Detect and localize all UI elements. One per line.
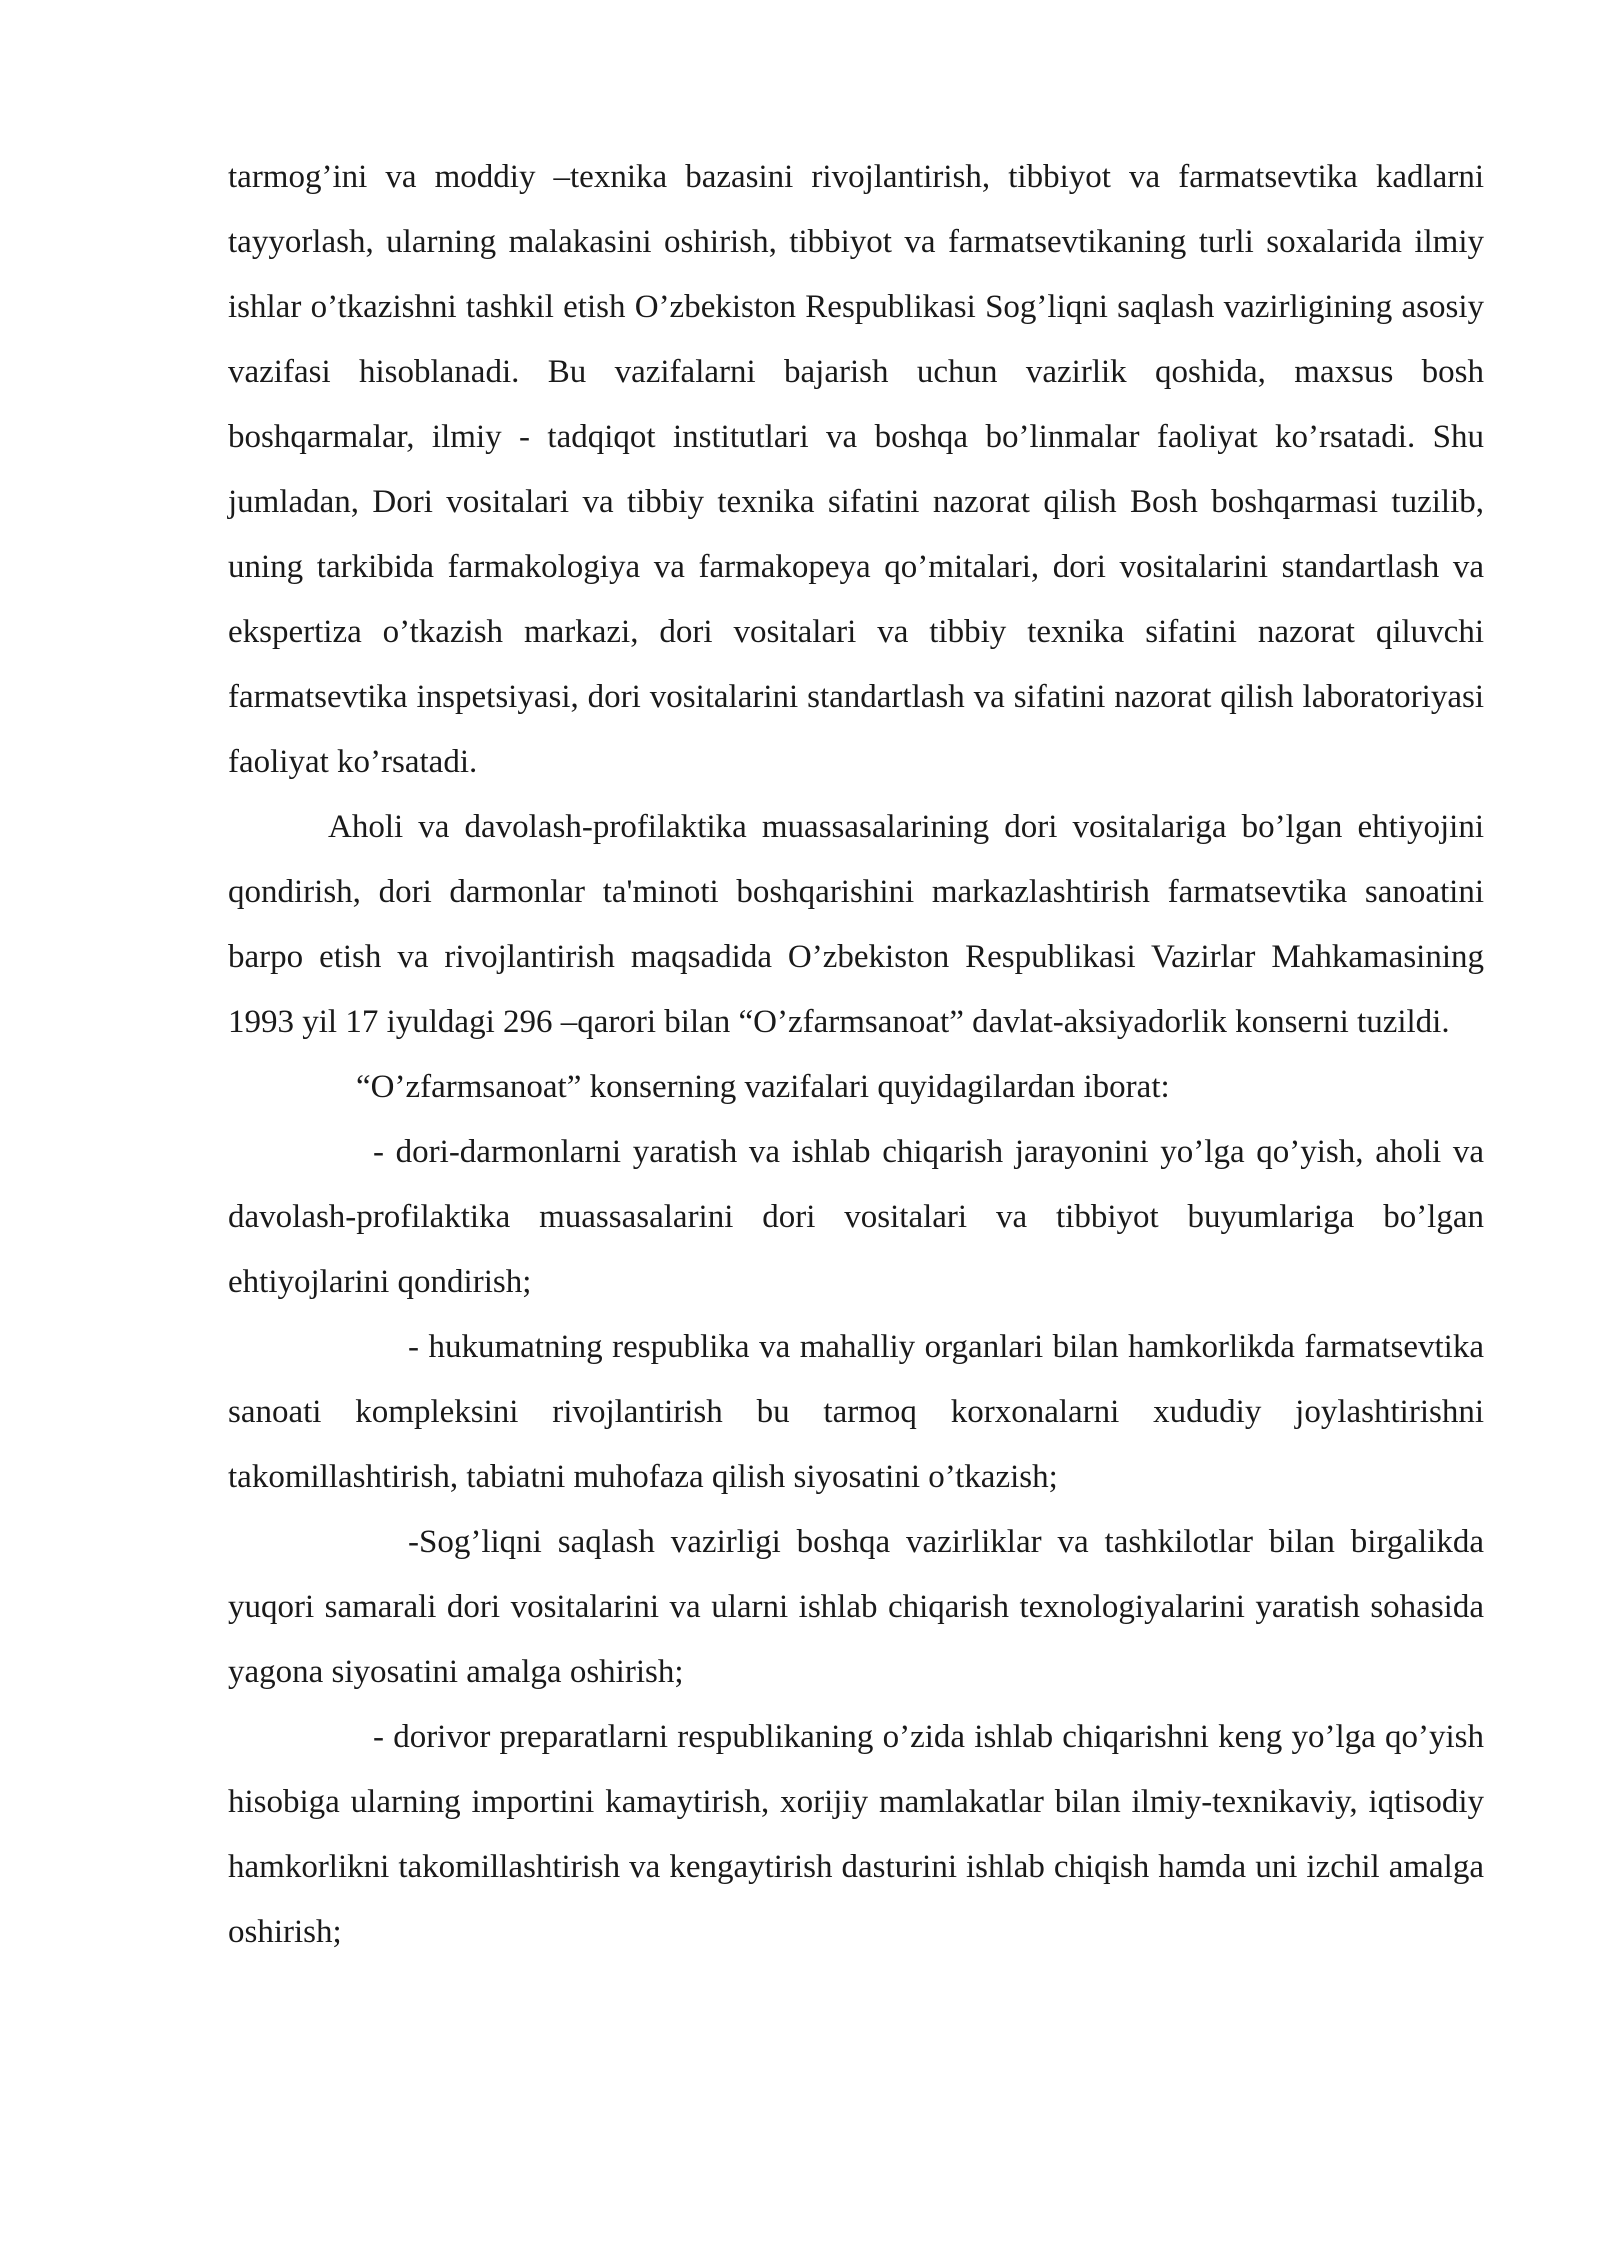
paragraph-konsern-founding: Aholi va davolash-profilaktika muassasalarining dori vositalariga bo’lgan ehtiyojini qondirish, dori darmonlar ta'minoti boshqarishini markazlashtirish farmatsevtika sanoatini barpo etish va rivojlantirish maqsadida O’zbekiston Respublikasi Vazirlar Mahkamasining 1993 yil 17 iyuldagi 296 –qarori bilan “O’zfarmsanoat” davlat-aksiyadorlik konserni tuzildi. <box>228 809 1484 1040</box>
list-item-task-1: - dori-darmonlarni yaratish va ishlab chiqarish jarayonini yo’lga qo’yish, aholi va davolash-profilaktika muassasalarini dori vositalari va tibbiyot buyumlariga bo’lgan ehtiyojlarini qondirish; <box>228 1134 1484 1300</box>
list-item-task-4: - dorivor preparatlarni respublikaning o’zida ishlab chiqarishni keng yo’lga qo’yish hisobiga ularning importini kamaytirish, xorijiy mamlakatlar bilan ilmiy-texnikaviy, iqtisodiy hamkorlikni takomillashtirish va kengaytirish dasturini ishlab chiqish hamda uni izchil amalga oshirish; <box>228 1719 1484 1950</box>
paragraph-tasks-heading: “O’zfarmsanoat” konserning vazifalari quyidagilardan iborat: <box>356 1069 1170 1105</box>
list-item-task-3: -Sog’liqni saqlash vazirligi boshqa vazirliklar va tashkilotlar bilan birgalikda yuqori samarali dori vositalarini va ularni ishlab chiqarish texnologiyalarini yaratish sohasida yagona siyosatini amalga oshirish; <box>228 1524 1484 1690</box>
document-page <box>228 145 1484 1965</box>
paragraph-intro: tarmog’ini va moddiy –texnika bazasini rivojlantirish, tibbiyot va farmatsevtika kadlarni tayyorlash, ularning malakasini oshirish, tibbiyot va farmatsevtikaning turli soxalarida ilmiy ishlar o’tkazishni tashkil etish O’zbekiston Respublikasi Sog’liqni saqlash vazirligining asosiy vazifasi hisoblanadi. Bu vazifalarni bajarish uchun vazirlik qoshida, maxsus bosh boshqarmalar, ilmiy - tadqiqot institutlari va boshqa bo’linmalar faoliyat ko’rsatadi. Shu jumladan, Dori vositalari va tibbiy texnika sifatini nazorat qilish Bosh boshqarmasi tuzilib, uning tarkibida farmakologiya va farmakopeya qo’mitalari, dori vositalarini standartlash va ekspertiza o’tkazish markazi, dori vositalari va tibbiy texnika sifatini nazorat qiluvchi farmatsevtika inspetsiyasi, dori vositalarini standartlash va sifatini nazorat qilish laboratoriyasi faoliyat ko’rsatadi. <box>228 159 1484 780</box>
list-item-task-2: - hukumatning respublika va mahalliy organlari bilan hamkorlikda farmatsevtika sanoati kompleksini rivojlantirish bu tarmoq korxonalarni xududiy joylashtirishni takomillashtirish, tabiatni muhofaza qilish siyosatini o’tkazish; <box>228 1329 1484 1495</box>
